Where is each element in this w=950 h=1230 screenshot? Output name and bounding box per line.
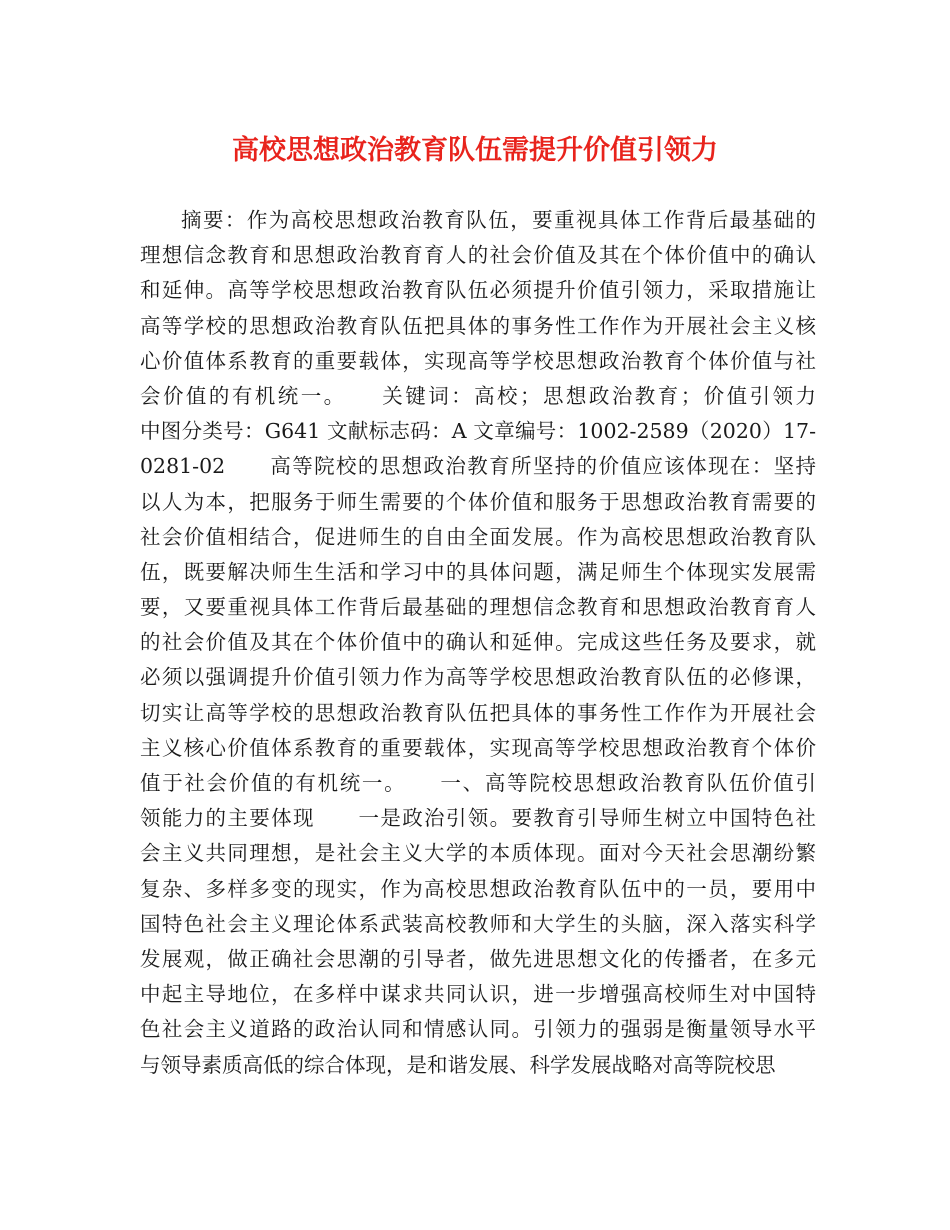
text-line: 高等学校的思想政治教育队伍把具体的事务性工作作为开展社会主义核 <box>140 313 816 338</box>
text-line: 国特色社会主义理论体系武装高校教师和大学生的头脑，深入落实科学 <box>140 911 816 936</box>
text-line: 中图分类号：G641 文献标志码：A 文章编号：1002-2589（2020）17- <box>140 419 816 444</box>
text-line: 社会价值相结合，促进师生的自由全面发展。作为高校思想政治教育队 <box>140 524 816 549</box>
text-line: 和延伸。高等学校思想政治教育队伍必须提升价值引领力，采取措施让 <box>140 278 816 303</box>
text-line: 0281-02 高等院校的思想政治教育所坚持的价值应该体现在：坚持 <box>140 454 816 479</box>
text-line: 摘要：作为高校思想政治教育队伍，要重视具体工作背后最基础的 <box>181 208 816 232</box>
text-line: 中起主导地位，在多样中谋求共同认识，进一步增强高校师生对中国特 <box>140 982 816 1007</box>
text-line: 伍，既要解决师生生活和学习中的具体问题，满足师生个体现实发展需 <box>140 559 816 584</box>
document-title: 高校思想政治教育队伍需提升价值引领力 <box>232 135 718 166</box>
document-body <box>140 203 816 1083</box>
text-line: 以人为本，把服务于师生需要的个体价值和服务于思想政治教育需要的 <box>140 489 816 514</box>
text-line: 复杂、多样多变的现实，作为高校思想政治教育队伍中的一员，要用中 <box>140 876 816 901</box>
text-line: 与领导素质高低的综合体现，是和谐发展、科学发展战略对高等院校思 <box>140 1052 776 1077</box>
text-line: 必须以强调提升价值引领力作为高等学校思想政治教育队伍的必修课， <box>140 665 816 690</box>
text-line: 心价值体系教育的重要载体，实现高等学校思想政治教育个体价值与社 <box>140 348 816 373</box>
text-line: 值于社会价值的有机统一。 一、高等院校思想政治教育队伍价值引 <box>140 771 816 795</box>
text-line: 领能力的主要体现 一是政治引领。要教育引导师生树立中国特色社 <box>140 806 816 831</box>
text-line: 要，又要重视具体工作背后最基础的理想信念教育和思想政治教育育人 <box>140 595 816 620</box>
text-line: 会主义共同理想，是社会主义大学的本质体现。面对今天社会思潮纷繁 <box>140 841 816 866</box>
text-line: 色社会主义道路的政治认同和情感认同。引领力的强弱是衡量领导水平 <box>140 1017 816 1042</box>
text-line: 会价值的有机统一。 关键词：高校；思想政治教育；价值引领力 <box>140 383 816 408</box>
text-line: 的社会价值及其在个体价值中的确认和延伸。完成这些任务及要求，就 <box>140 630 816 655</box>
text-line: 理想信念教育和思想政治教育育人的社会价值及其在个体价值中的确认 <box>140 243 816 268</box>
text-line: 切实让高等学校的思想政治教育队伍把具体的事务性工作作为开展社会 <box>140 700 816 725</box>
text-line: 主义核心价值体系教育的重要载体，实现高等学校思想政治教育个体价 <box>140 735 816 760</box>
text-line: 发展观，做正确社会思潮的引导者，做先进思想文化的传播者，在多元 <box>140 946 816 971</box>
